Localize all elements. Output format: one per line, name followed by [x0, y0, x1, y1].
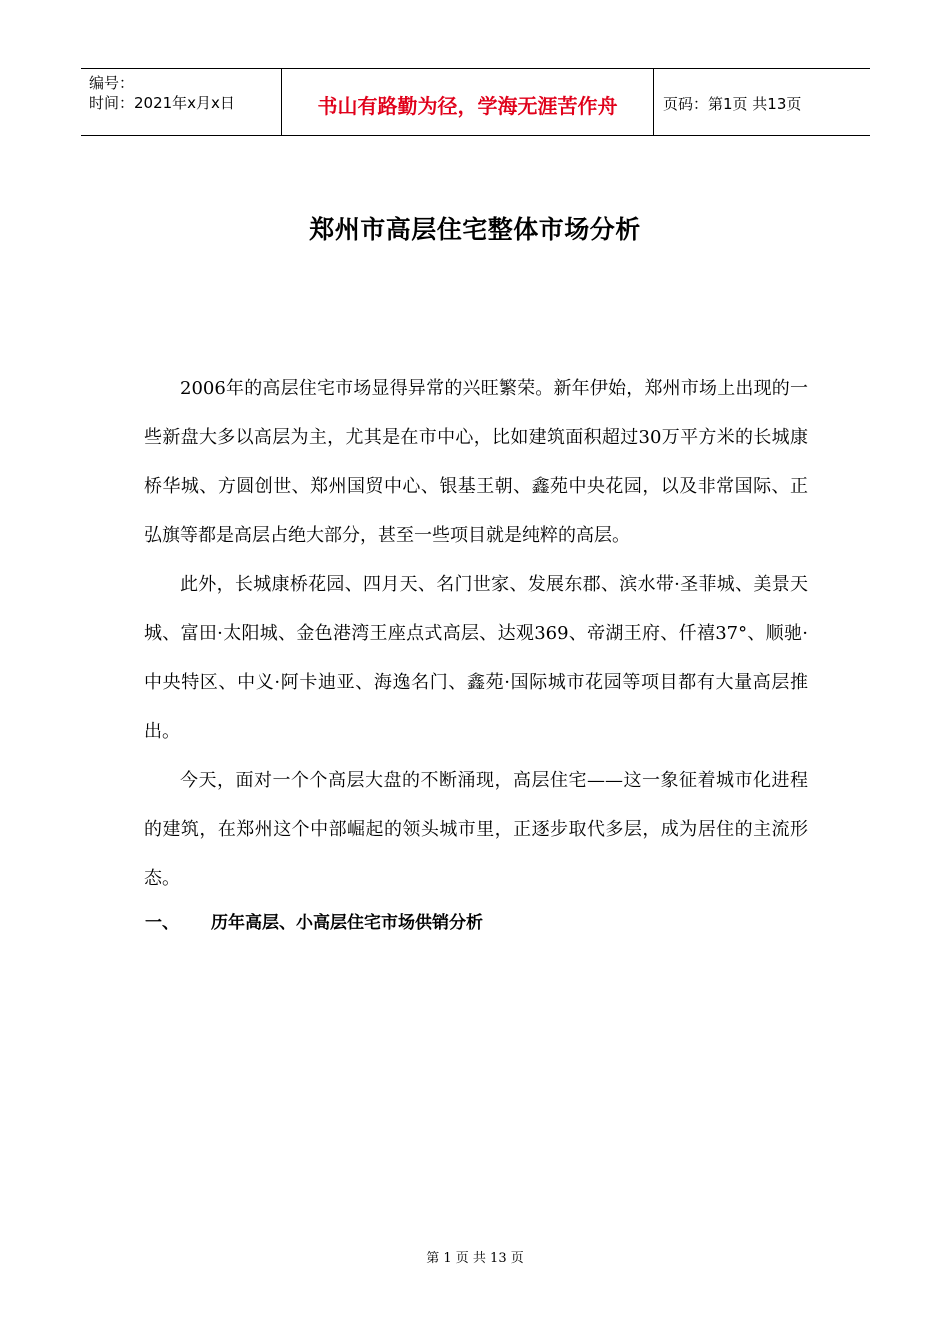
header-table: [81, 68, 870, 136]
paragraph-2: 此外，长城康桥花园、四月天、名门世家、发展东郡、滨水带·圣菲城、美景天城、富田·太阳城、金色港湾王座点式高层、达观369、帝湖王府、仟禧37°、顺驰·中央特区、中义·阿卡迪亚、海逸名门、鑫苑·国际城市花园等项目都有大量高层推出。: [144, 574, 808, 742]
paragraph-3: 今天，面对一个个高层大盘的不断涌现，高层住宅——这一象征着城市化进程的建筑，在郑州这个中部崛起的领头城市里，正逐步取代多层，成为居住的主流形态。: [144, 770, 808, 889]
section-heading: [145, 908, 483, 933]
document-title: 郑州市高层住宅整体市场分析: [309, 215, 641, 244]
paragraph-1: 2006年的高层住宅市场显得异常的兴旺繁荣。新年伊始，郑州市场上出现的一些新盘大多以高层为主，尤其是在市中心，比如建筑面积超过30万平方米的长城康桥华城、方圆创世、郑州国贸中心、银基王朝、鑫苑中央花园，以及非常国际、正弘旗等都是高层占绝大部分，甚至一些项目就是纯粹的高层。: [144, 378, 808, 546]
section-title: 历年高层、小高层住宅市场供销分析: [211, 913, 483, 933]
motto-text: 书山有路勤为径，学海无涯苦作舟: [317, 93, 618, 118]
header-page-cell: [654, 69, 870, 135]
header-meta-cell: [81, 69, 281, 135]
serial-label: 编号：: [89, 74, 135, 92]
page-info: 页码：第1页 共13页: [663, 94, 802, 113]
body-text: [144, 364, 808, 903]
section-number: 一、: [145, 913, 179, 933]
date-label: 时间：2021年x月x日: [89, 94, 235, 112]
header-motto-cell: [281, 69, 654, 135]
page-footer: 第 1 页 共 13 页: [426, 1251, 524, 1266]
